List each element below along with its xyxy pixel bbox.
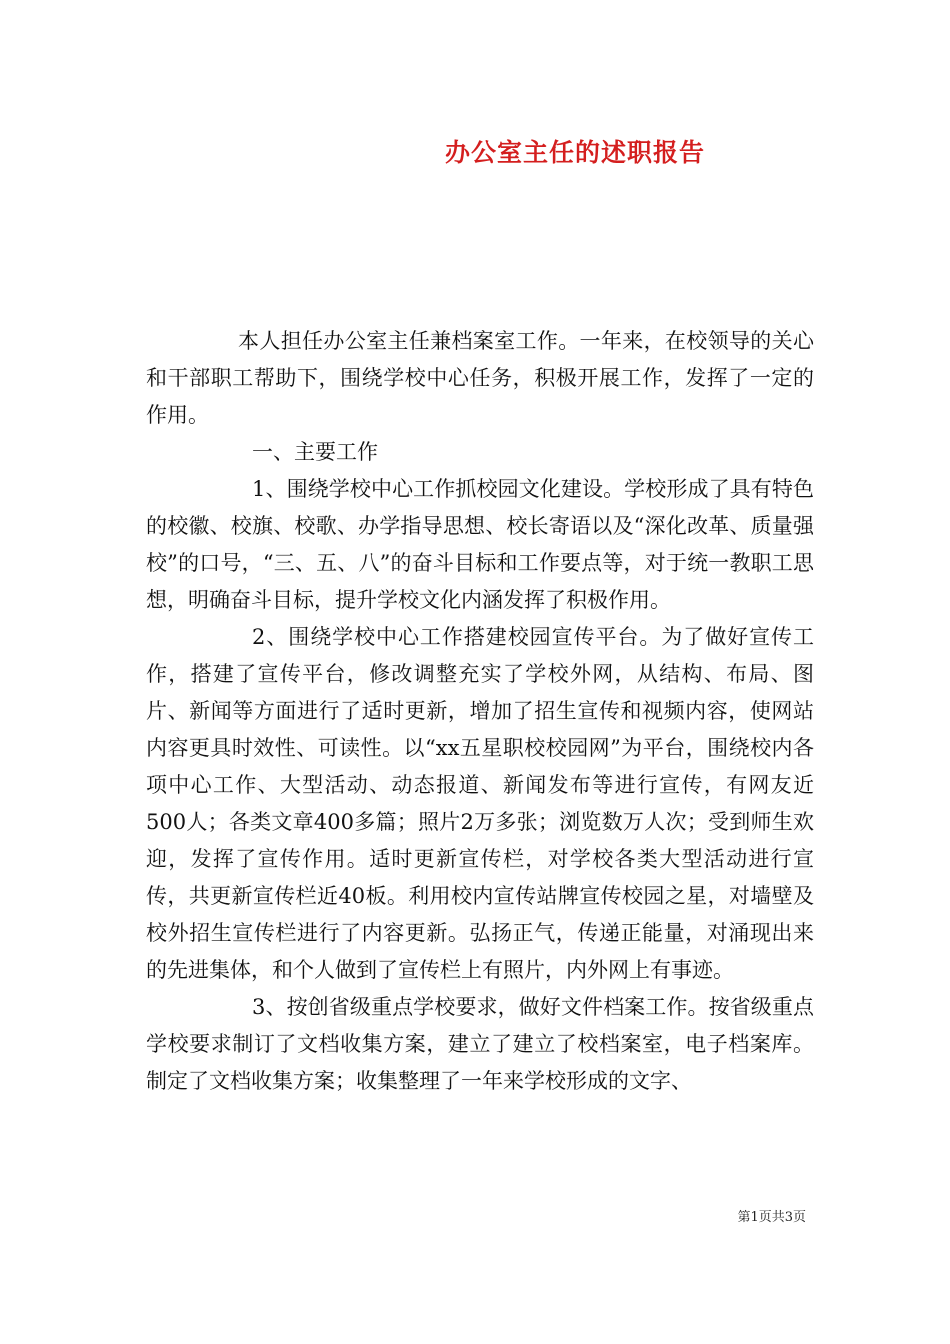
paragraph-item-2: 2、围绕学校中心工作搭建校园宣传平台。为了做好宣传工作，搭建了宣传平台，修改调整充实了学校外网，从结构、布局、图片、新闻等方面进行了适时更新，增加了招生宣传和视频内容，使网站内容更具时效性、可读性。以“xx五星职校校园网”为平台，围绕校内各项中心工作、大型活动、动态报道、新闻发布等进行宣传，有网友近500人；各类文章400多篇；照片2万多张；浏览数万人次；受到师生欢迎，发挥了宣传作用。适时更新宣传栏，对学校各类大型活动进行宣传，共更新宣传栏近40板。利用校内宣传站牌宣传校园之星，对墙壁及校外招生宣传栏进行了内容更新。弘扬正气，传递正能量，对涌现出来的先进集体，和个人做到了宣传栏上有照片，内外网上有事迹。: [146, 625, 814, 982]
paragraph-item-3: 3、按创省级重点学校要求，做好文件档案工作。按省级重点学校要求制订了文档收集方案，建立了建立了校档案室，电子档案库。制定了文档收集方案；收集整理了一年来学校形成的文字、: [146, 995, 814, 1093]
section-heading-main-work: 一、主要工作: [252, 440, 378, 464]
document-body: [146, 323, 814, 1100]
paragraph-intro: 本人担任办公室主任兼档案室工作。一年来，在校领导的关心和干部职工帮助下，围绕学校中心任务，积极开展工作，发挥了一定的作用。: [146, 329, 814, 427]
page-number-footer: 第1页共3页: [737, 1210, 806, 1225]
document-title: 办公室主任的述职报告: [444, 138, 705, 167]
paragraph-item-1: 1、围绕学校中心工作抓校园文化建设。学校形成了具有特色的校徽、校旗、校歌、办学指导思想、校长寄语以及“深化改革、质量强校”的口号，“三、五、八”的奋斗目标和工作要点等，对于统一教职工思想，明确奋斗目标，提升学校文化内涵发挥了积极作用。: [146, 477, 814, 612]
